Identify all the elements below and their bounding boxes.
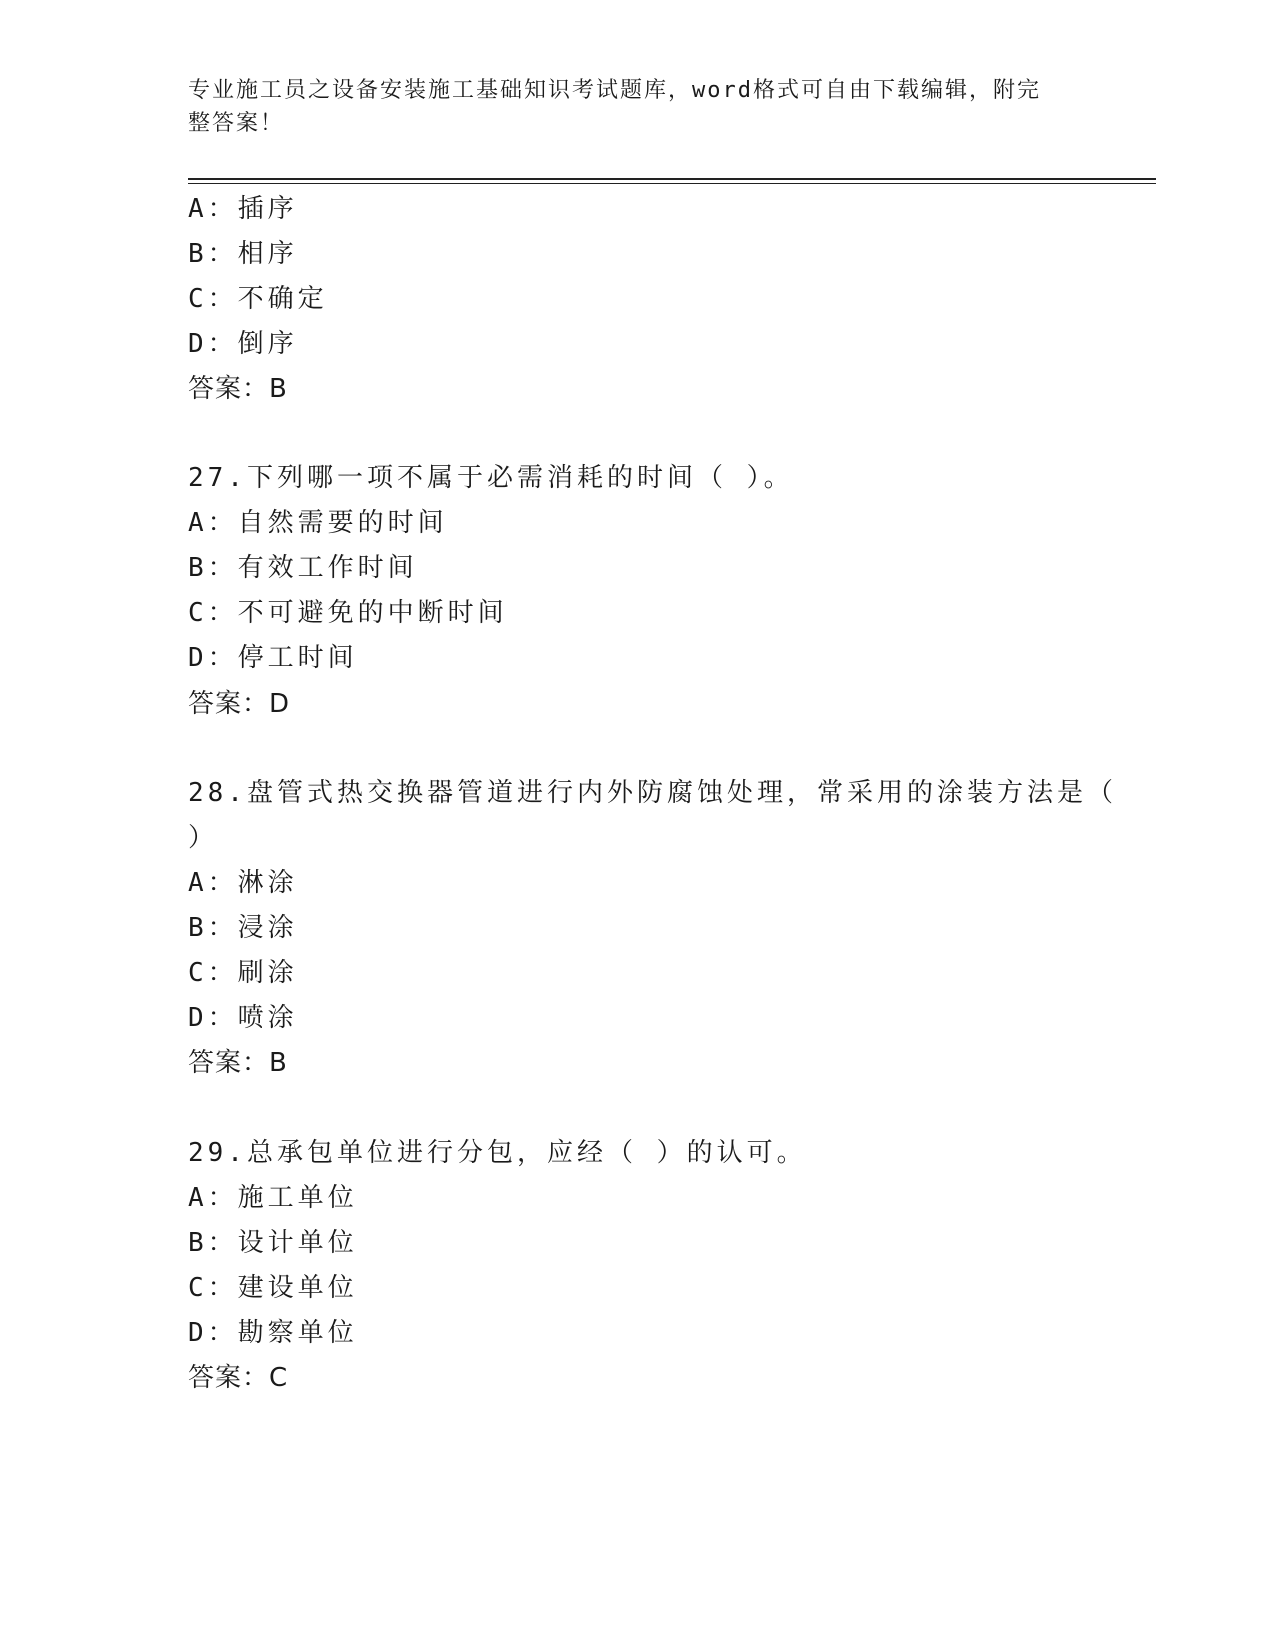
document-header [188, 74, 1068, 140]
q26-answer: 答案：B [188, 374, 288, 404]
q27-option-b: B：有效工作时间 [188, 553, 418, 583]
q26-option-a: A：插序 [188, 194, 298, 224]
q29-answer: 答案：C [188, 1363, 289, 1393]
q27-option-d: D：停工时间 [188, 643, 358, 673]
q28-option-b: B：浸涂 [188, 913, 298, 943]
q27-option-a: A：自然需要的时间 [188, 508, 448, 538]
header-divider-thick [188, 178, 1156, 180]
q28-stem-line-1: 28.盘管式热交换器管道进行内外防腐蚀处理，常采用的涂装方法是（ [188, 778, 1117, 808]
header-line-2: 整答案！ [188, 111, 285, 136]
q27-stem: 27.下列哪一项不属于必需消耗的时间（ ）。 [188, 463, 794, 493]
q28-option-a: A：淋涂 [188, 868, 298, 898]
q26-option-d: D：倒序 [188, 329, 298, 359]
q28-option-d: D：喷涂 [188, 1003, 298, 1033]
q29-option-b: B：设计单位 [188, 1228, 358, 1258]
header-divider-thin [188, 183, 1156, 184]
q27-option-c: C：不可避免的中断时间 [188, 598, 508, 628]
q29-stem: 29.总承包单位进行分包，应经（ ）的认可。 [188, 1138, 807, 1168]
header-line-1: 专业施工员之设备安装施工基础知识考试题库，word格式可自由下载编辑，附完 [188, 78, 1041, 103]
q28-stem-line-2: ） [188, 823, 219, 853]
q28-option-c: C：刷涂 [188, 958, 298, 988]
q29-option-d: D：勘察单位 [188, 1318, 358, 1348]
q28-answer: 答案：B [188, 1048, 288, 1078]
q29-option-c: C：建设单位 [188, 1273, 358, 1303]
q26-option-b: B：相序 [188, 239, 298, 269]
q27-answer: 答案：D [188, 689, 291, 719]
q29-option-a: A：施工单位 [188, 1183, 358, 1213]
q26-option-c: C：不确定 [188, 284, 328, 314]
